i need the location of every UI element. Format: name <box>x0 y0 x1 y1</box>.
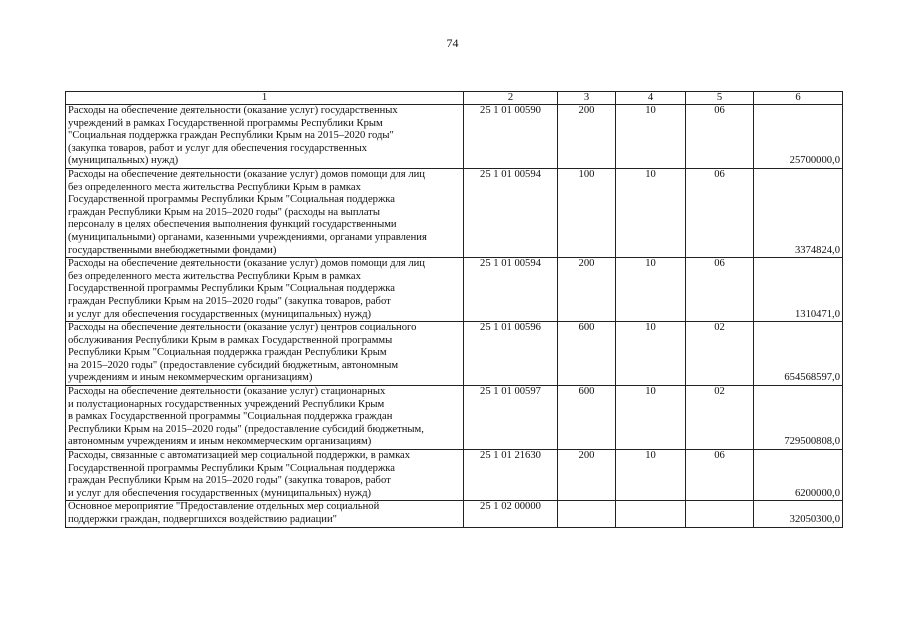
program-code-cell: 25 1 01 00597 <box>464 386 558 450</box>
description-line: граждан Республики Крым на 2015–2020 годы" (расходы на выплаты <box>68 206 380 218</box>
description-line: учреждений в рамках Государственной программы Республики Крым <box>68 117 383 129</box>
subsection-cell: 06 <box>686 105 754 169</box>
description-line: (муниципальными) органами, казенными учреждениями, органами управления <box>68 231 427 243</box>
amount-cell: 654568597,0 <box>754 322 843 386</box>
section-cell: 10 <box>616 386 686 450</box>
header-cell: 6 <box>754 92 843 105</box>
amount-cell: 1310471,0 <box>754 258 843 322</box>
description-line: персоналу в целях обеспечения выполнения функций государственными <box>68 219 397 231</box>
description-line: обслуживания Республики Крым в рамках Государственной программы <box>68 334 393 346</box>
description-line: Основное мероприятие "Предоставление отдельных мер социальной <box>68 501 380 513</box>
description-line: Государственной программы Республики Крым "Социальная поддержка <box>68 283 395 295</box>
program-code-cell: 25 1 01 00594 <box>464 258 558 322</box>
program-code-cell: 25 1 01 00594 <box>464 168 558 257</box>
description-line: и услуг для обеспечения государственных (муниципальных) нужд) <box>68 308 372 320</box>
expense-type-cell: 100 <box>558 168 616 257</box>
table-body <box>66 105 843 528</box>
description-line: Расходы на обеспечение деятельности (оказание услуг) домов помощи для лиц <box>68 258 425 270</box>
description-line: без определенного места жительства Республики Крым в рамках <box>68 181 361 193</box>
header-cell: 3 <box>558 92 616 105</box>
description-line: граждан Республики Крым на 2015–2020 годы" (закупка товаров, работ <box>68 475 391 487</box>
subsection-cell: 06 <box>686 168 754 257</box>
expense-type-cell: 600 <box>558 386 616 450</box>
section-cell: 10 <box>616 105 686 169</box>
description-cell <box>66 322 464 386</box>
page-number: 74 <box>446 36 459 50</box>
subsection-cell <box>686 501 754 527</box>
section-cell: 10 <box>616 168 686 257</box>
description-line: Расходы на обеспечение деятельности (оказание услуг) домов помощи для лиц <box>68 168 425 180</box>
description-line: автономным учреждениям и иным некоммерческим организациям) <box>68 436 372 448</box>
amount-cell: 729500808,0 <box>754 386 843 450</box>
description-cell <box>66 258 464 322</box>
table-row <box>66 501 843 527</box>
table-row <box>66 168 843 257</box>
description-line: Государственной программы Республики Крым "Социальная поддержка <box>68 194 395 206</box>
header-cell: 1 <box>66 92 464 105</box>
description-line: Республики Крым на 2015–2020 годы" (предоставление субсидий бюджетным, <box>68 423 424 435</box>
description-line: и полустационарных государственных учреждений Республики Крым <box>68 398 385 410</box>
subsection-cell: 02 <box>686 322 754 386</box>
subsection-cell: 02 <box>686 386 754 450</box>
header-cell: 2 <box>464 92 558 105</box>
description-line: Расходы на обеспечение деятельности (оказание услуг) стационарных <box>68 386 386 398</box>
table-row <box>66 258 843 322</box>
section-cell: 10 <box>616 450 686 501</box>
subsection-cell: 06 <box>686 258 754 322</box>
table-row <box>66 105 843 169</box>
expense-type-cell: 600 <box>558 322 616 386</box>
section-cell: 10 <box>616 322 686 386</box>
amount-cell: 25700000,0 <box>754 105 843 169</box>
section-cell: 10 <box>616 258 686 322</box>
budget-table <box>65 91 843 528</box>
description-line: поддержки граждан, подвергшихся воздействию радиации" <box>68 514 337 525</box>
description-line: без определенного места жительства Республики Крым в рамках <box>68 270 361 282</box>
description-line: (закупка товаров, работ и услуг для обеспечения государственных <box>68 142 368 154</box>
description-line: Государственной программы Республики Крым "Социальная поддержка <box>68 462 395 474</box>
description-cell <box>66 105 464 169</box>
amount-cell: 3374824,0 <box>754 168 843 257</box>
description-line: Республики Крым "Социальная поддержка граждан Республики Крым <box>68 347 387 359</box>
program-code-cell: 25 1 01 21630 <box>464 450 558 501</box>
amount-cell: 32050300,0 <box>754 501 843 527</box>
description-line: учреждениям и иным некоммерческим организациям) <box>68 372 313 384</box>
table-row <box>66 322 843 386</box>
description-cell <box>66 450 464 501</box>
description-line: государственными внебюджетными фондами) <box>68 244 277 256</box>
program-code-cell: 25 1 01 00596 <box>464 322 558 386</box>
expense-type-cell: 200 <box>558 258 616 322</box>
expense-type-cell: 200 <box>558 450 616 501</box>
section-cell <box>616 501 686 527</box>
description-line: в рамках Государственной программы "Социальная поддержка граждан <box>68 411 393 423</box>
description-line: на 2015–2020 годы" (предоставление субсидий бюджетным, автономным <box>68 359 399 371</box>
subsection-cell: 06 <box>686 450 754 501</box>
program-code-cell: 25 1 01 00590 <box>464 105 558 169</box>
description-line: и услуг для обеспечения государственных (муниципальных) нужд) <box>68 487 372 499</box>
description-line: (муниципальных) нужд) <box>68 155 179 167</box>
expense-type-cell: 200 <box>558 105 616 169</box>
table-row <box>66 386 843 450</box>
description-line: Расходы, связанные с автоматизацией мер социальной поддержки, в рамках <box>68 450 411 462</box>
header-cell: 4 <box>616 92 686 105</box>
description-line: Расходы на обеспечение деятельности (оказание услуг) государственных <box>68 105 398 116</box>
description-line: "Социальная поддержка граждан Республики Крым на 2015–2020 годы" <box>68 130 394 142</box>
description-cell <box>66 168 464 257</box>
description-cell <box>66 501 464 527</box>
amount-cell: 6200000,0 <box>754 450 843 501</box>
description-line: Расходы на обеспечение деятельности (оказание услуг) центров социального <box>68 322 417 334</box>
program-code-cell: 25 1 02 00000 <box>464 501 558 527</box>
description-line: граждан Республики Крым на 2015–2020 годы" (закупка товаров, работ <box>68 295 391 307</box>
expense-type-cell <box>558 501 616 527</box>
description-cell <box>66 386 464 450</box>
header-cell: 5 <box>686 92 754 105</box>
header-row <box>66 92 843 105</box>
table-row <box>66 450 843 501</box>
